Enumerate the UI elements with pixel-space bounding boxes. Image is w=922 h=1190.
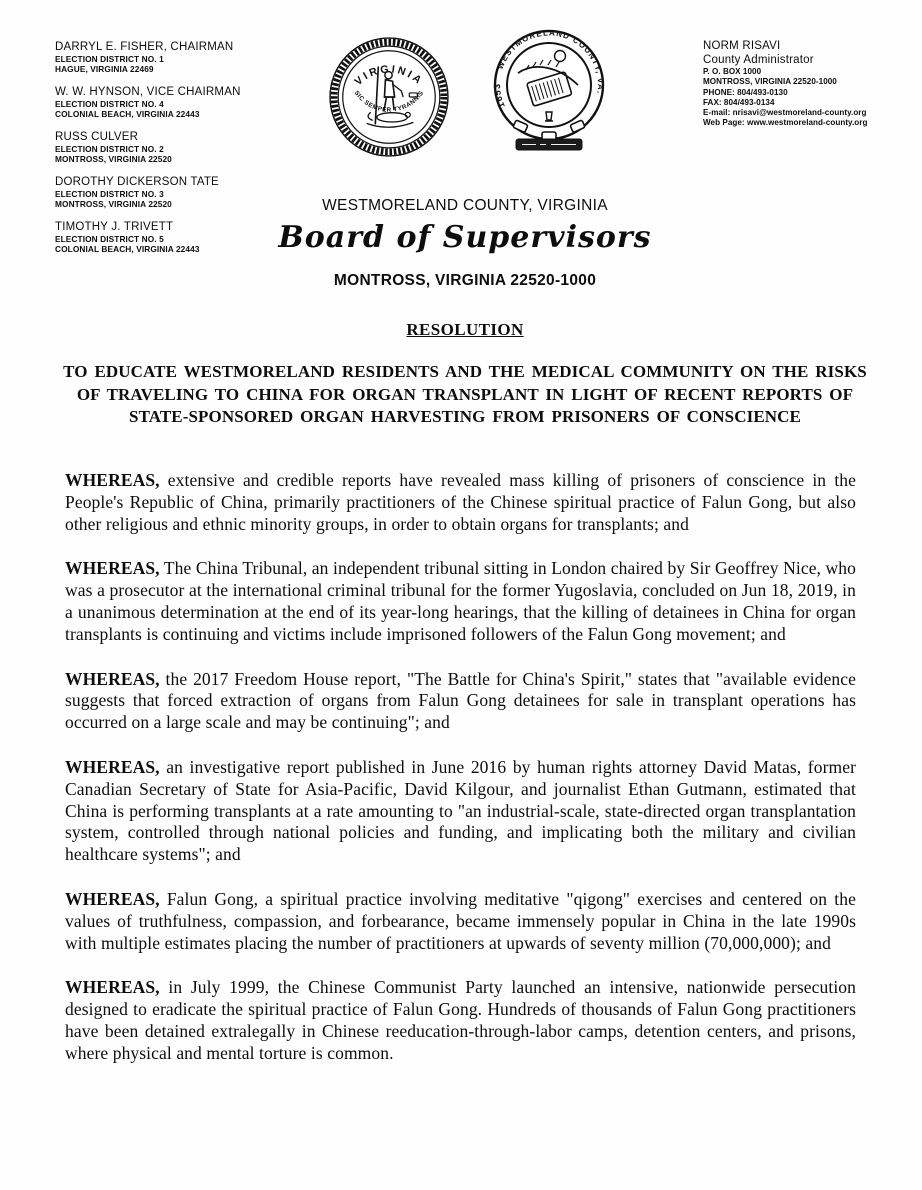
administrator-address1: P. O. BOX 1000 [703,67,762,76]
county-name-line: WESTMORELAND COUNTY, VIRGINIA [322,197,608,214]
whereas-text: an investigative report published in June 2016 by human rights attorney David Matas, former Canadian Secretary of State for Asia-Pacific, David Kilgour, and journalist Ethan Gutmann, estimated that China is performing transplants at a rate amounting to "an industrial-scale, state-directed organ transplantation system, controlled through national policies and funding, and implicating both the military and civilian healthcare systems"; and [65,756,856,865]
resolution-title: RESOLUTION [406,320,524,339]
official-entry [55,85,320,119]
whereas-text: the 2017 Freedom House report, "The Battle for China's Spirit," states that "available evidence suggests that forced extraction of organs from Falun Gong detainees for sale in transplant operations has occurred on a large scale and may be continuing"; and [65,668,856,733]
official-city: MONTROSS, VIRGINIA 22520 [55,199,172,209]
board-of-supervisors-script: Board of Supervisors [278,220,652,255]
official-city: MONTROSS, VIRGINIA 22520 [55,154,172,164]
westmoreland-county-seal-icon [488,26,610,160]
county-seal-year-text: 1653 [491,82,507,110]
whereas-text: in July 1999, the Chinese Communist Party launched an intensive, nationwide persecution designed to eradicate the spiritual practice of Falun Gong. Hundreds of thousands of Falun Gong practitioners have been detained extralegally in Chinese reeducation-through-labor camps, detention centers, and prisons, where physical and mental torture is common. [65,977,856,1063]
whereas-paragraph [65,757,856,866]
official-name: RUSS CULVER [55,131,139,143]
administrator-address2: MONTROSS, VIRGINIA 22520-1000 [703,77,837,87]
whereas-lead: WHEREAS, [65,888,160,909]
whereas-text: The China Tribunal, an independent tribunal sitting in London chaired by Sir Geoffrey Nice, who was a prosecutor at the international criminal tribunal for the former Yugoslavia, concluded on Jun 18, 2019, in a unanimous determination at the end of its year-long hearings, that the killing of detainees in China for organ transplants is continuing and victims include imprisoned followers of the Falun Gong movement; and [65,558,856,644]
official-name: W. W. HYNSON, VICE CHAIRMAN [55,86,241,98]
administrator-title: County Administrator [703,53,814,66]
official-city: HAGUE, VIRGINIA 22469 [55,64,154,74]
whereas-paragraph [65,977,856,1064]
whereas-paragraph [65,470,856,535]
county-administrator-block [703,40,921,129]
official-city: COLONIAL BEACH, VIRGINIA 22443 [55,244,200,254]
official-district: ELECTION DISTRICT NO. 4 [55,99,164,109]
official-name: TIMOTHY J. TRIVETT [55,221,174,233]
virginia-state-seal-icon [328,36,450,158]
whereas-text: extensive and credible reports have revealed mass killing of prisoners of conscience in the People's Republic of China, primarily practitioners of the Chinese spiritual practice of Falun Gong, but also other religious and ethnic minority groups, in order to obtain organs for transplants; and [65,470,856,534]
official-entry [55,130,320,164]
resolution-body [65,470,856,1088]
official-name: DOROTHY DICKERSON TATE [55,176,219,188]
montross-address-line: MONTROSS, VIRGINIA 22520-1000 [333,272,597,289]
resolution-subtitle: TO EDUCATE WESTMORELAND RESIDENTS AND THE MEDICAL COMMUNITY ON THE RISKS OF TRAVELING TO CHINA FOR ORGAN TRANSPLANT IN LIGHT OF RECENT REPORTS OF STATE-SPONSORED ORGAN HARVESTING FROM PRISONERS OF CONSCIENCE [63,362,867,427]
official-city: COLONIAL BEACH, VIRGINIA 22443 [55,109,200,119]
whereas-lead: WHEREAS, [65,470,160,490]
virginia-seal-top-text: VIRGINIA [352,63,426,89]
whereas-lead: WHEREAS, [65,668,160,689]
official-district: ELECTION DISTRICT NO. 2 [55,144,164,154]
official-district: ELECTION DISTRICT NO. 1 [55,54,164,64]
official-district: ELECTION DISTRICT NO. 3 [55,189,164,199]
official-district: ELECTION DISTRICT NO. 5 [55,234,164,244]
administrator-name: NORM RISAVI [703,40,781,52]
whereas-lead: WHEREAS, [65,558,160,579]
official-entry [55,40,320,74]
administrator-phone: PHONE: 804/493-0130 [703,87,788,97]
whereas-lead: WHEREAS, [65,756,160,777]
whereas-paragraph [65,889,856,954]
administrator-fax: FAX: 804/493-0134 [703,97,775,107]
whereas-lead: WHEREAS, [65,977,160,998]
virginia-seal-motto-text: SIC SEMPER TYRANNIS [352,89,426,114]
county-seal-ring-text: WESTMORELAND COUNTY, VA. [495,28,606,96]
administrator-webpage: Web Page: www.westmoreland-county.org [703,118,868,128]
administrator-email: E-mail: nrisavi@westmoreland-county.org [703,108,867,118]
whereas-paragraph [65,558,856,645]
whereas-paragraph [65,669,856,734]
whereas-text: Falun Gong, a spiritual practice involving meditative "qigong" exercises and centered on the values of truthfulness, compassion, and forbearance, became immensely popular in China in the late 1990s with multiple estimates placing the number of practitioners at upwards of seventy million (70,000,000); and [65,888,856,953]
official-name: DARRYL E. FISHER, CHAIRMAN [55,41,234,53]
